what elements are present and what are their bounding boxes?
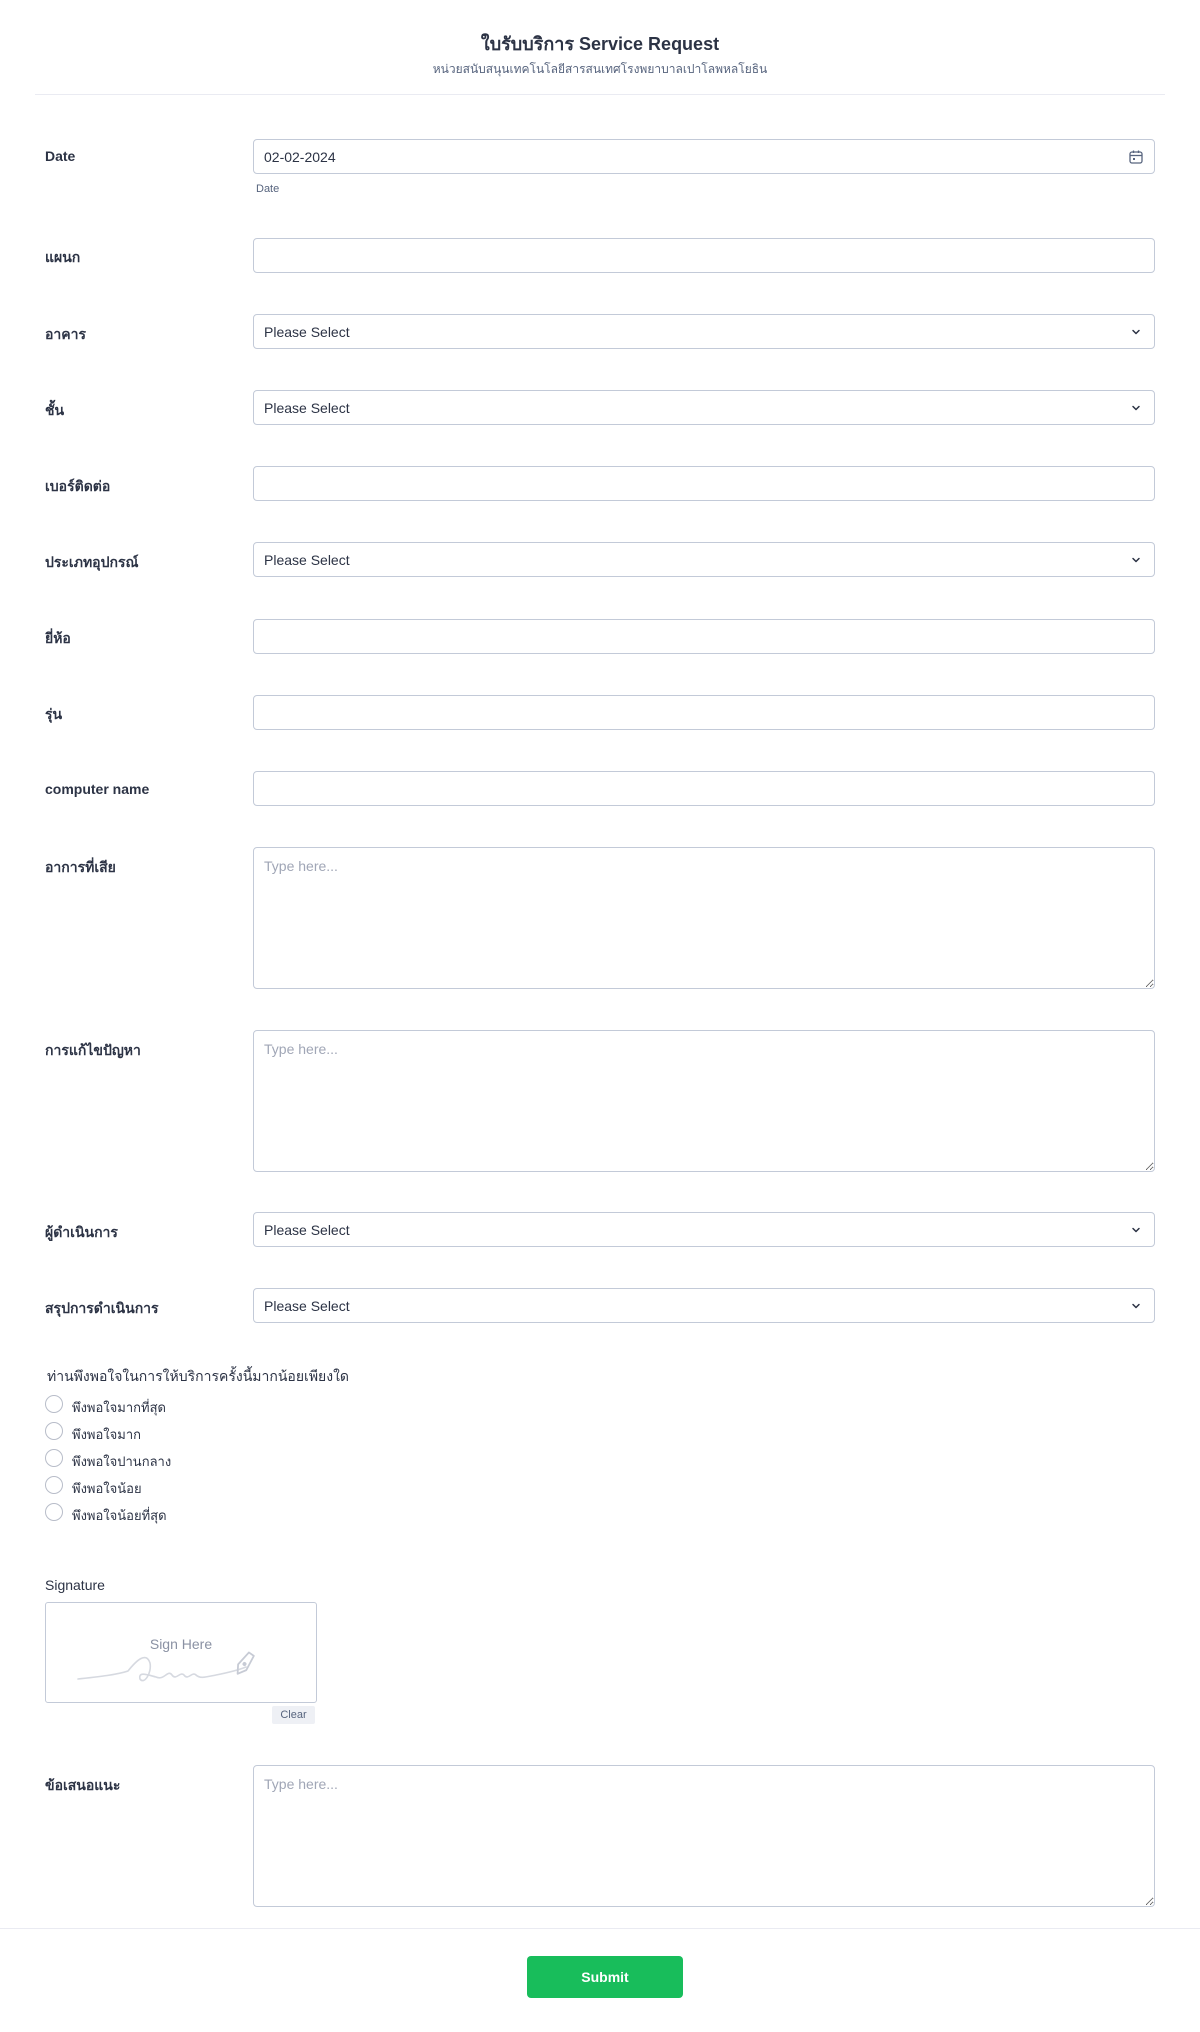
brand-label: ยี่ห้อ [45,630,71,646]
radio-button[interactable] [45,1395,63,1413]
satisfaction-question: ท่านพึงพอใจในการให้บริการครั้งนี้มากน้อยเพียงใด [47,1368,350,1384]
radio-label: พึงพอใจน้อย [72,1481,142,1496]
date-label: Date [45,148,76,164]
computer-name-label: computer name [45,781,150,797]
chevron-down-icon [1128,400,1144,416]
radio-label: พึงพอใจปานกลาง [72,1454,172,1469]
department-label: แผนก [45,249,81,265]
building-value: Please Select [264,324,350,340]
floor-label: ชั้น [45,402,65,418]
date-input[interactable] [253,139,1155,174]
radio-label: พึงพอใจมากที่สุด [72,1400,166,1415]
summary-value: Please Select [264,1298,350,1314]
device-type-value: Please Select [264,552,350,568]
sign-here-text: Sign Here [149,1636,213,1652]
brand-input[interactable] [253,619,1155,654]
device-type-select[interactable] [253,542,1155,577]
signature-pad[interactable] [45,1602,317,1703]
solution-label: การแก้ไขปัญหา [45,1042,141,1058]
submit-button[interactable]: Submit [527,1956,683,1998]
radio-button[interactable] [45,1449,63,1467]
building-select[interactable] [253,314,1155,349]
date-sublabel: Date [256,183,280,195]
form-header [35,0,1165,95]
summary-select[interactable] [253,1288,1155,1323]
radio-label: พึงพอใจมาก [72,1427,141,1442]
date-value: 02-02-2024 [264,149,336,165]
phone-input[interactable] [253,466,1155,501]
department-input[interactable] [253,238,1155,273]
operator-select[interactable] [253,1212,1155,1247]
clear-signature-button[interactable]: Clear [272,1706,315,1724]
chevron-down-icon [1128,324,1144,340]
operator-label: ผู้ดำเนินการ [45,1224,118,1240]
radio-button[interactable] [45,1422,63,1440]
radio-button[interactable] [45,1476,63,1494]
suggestion-textarea[interactable] [253,1765,1155,1907]
computer-name-input[interactable] [253,771,1155,806]
device-type-label: ประเภทอุปกรณ์ [45,554,139,570]
solution-textarea[interactable] [253,1030,1155,1172]
phone-label: เบอร์ติดต่อ [45,478,111,494]
model-input[interactable] [253,695,1155,730]
page-subtitle: หน่วยสนับสนุนเทคโนโลยีสารสนเทศโรงพยาบาลเปาโลพหลโยธิน [432,62,768,76]
model-label: รุ่น [45,706,63,722]
radio-button[interactable] [45,1503,63,1521]
signature-scribble-icon [76,1641,286,1691]
summary-label: สรุปการดำเนินการ [45,1300,159,1316]
calendar-icon[interactable] [1128,149,1144,165]
operator-value: Please Select [264,1222,350,1238]
chevron-down-icon [1128,1298,1144,1314]
suggestion-label: ข้อเสนอแนะ [45,1777,121,1793]
radio-label: พึงพอใจน้อยที่สุด [72,1508,167,1523]
form-footer [0,1928,1200,2032]
symptom-label: อาการที่เสีย [45,859,116,875]
page-title: ใบรับบริการ Service Request [480,34,720,54]
building-label: อาคาร [45,326,87,342]
floor-value: Please Select [264,400,350,416]
floor-select[interactable] [253,390,1155,425]
chevron-down-icon [1128,1222,1144,1238]
symptom-textarea[interactable] [253,847,1155,989]
chevron-down-icon [1128,552,1144,568]
signature-label: Signature [45,1577,105,1593]
